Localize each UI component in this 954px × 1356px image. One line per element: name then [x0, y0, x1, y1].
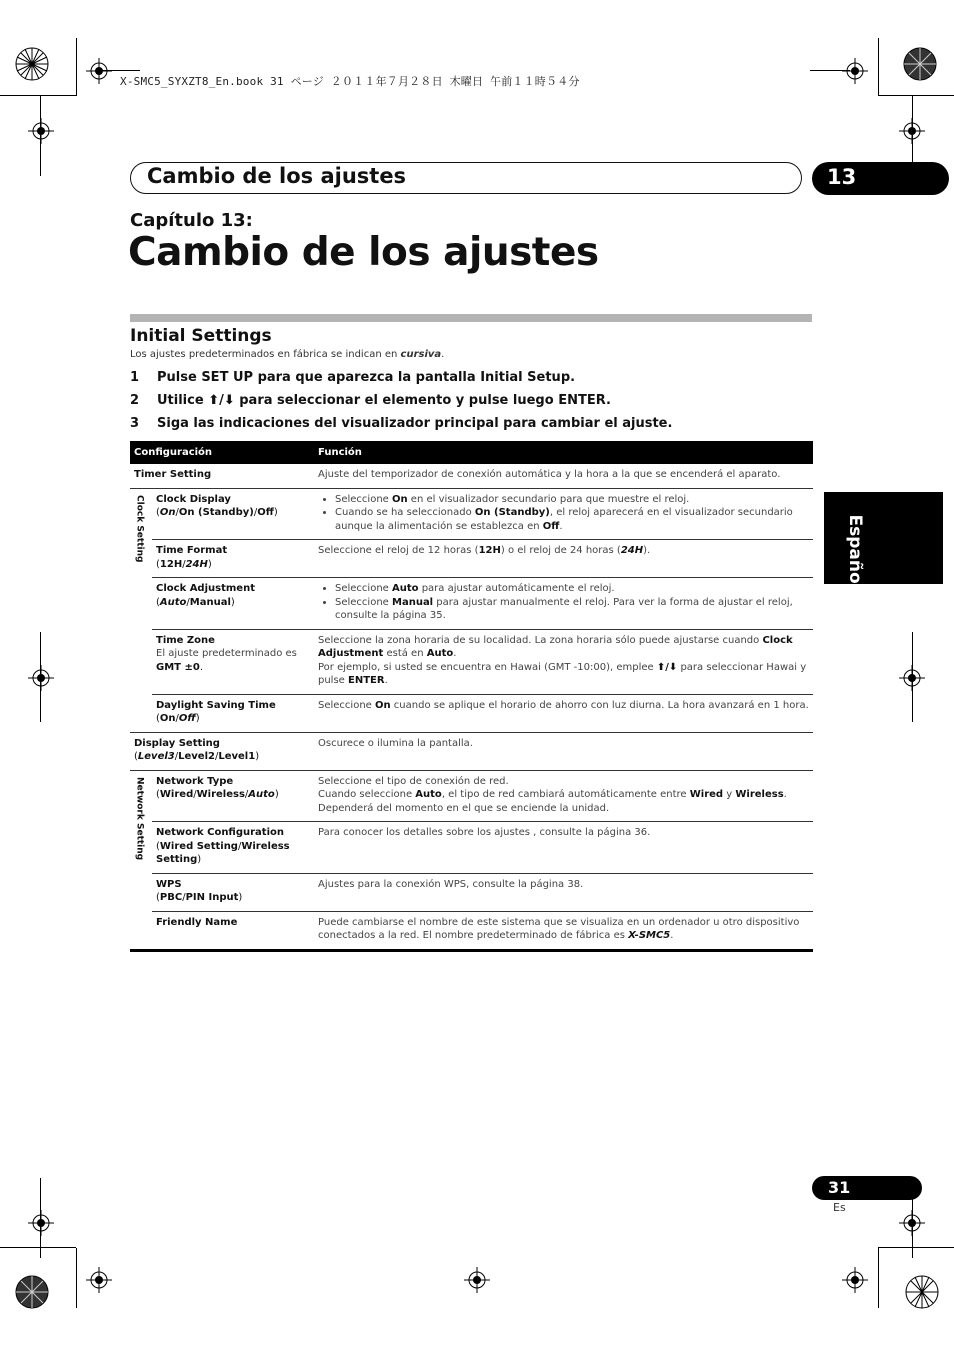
crop-line [0, 95, 76, 96]
crop-line [878, 38, 879, 96]
table-row: Display Setting (Level3/Level2/Level1) Oscurece o ilumina la pantalla. [130, 732, 813, 770]
table-row: Time Zone El ajuste predeterminado es GMT ±0. Seleccione la zona horaria de su localidad. La zona horaria sólo puede ajustarse cuando Clock Adjustment está en Auto. Por ejemplo, si usted se encuentra en Hawai (GMT -10:00), emplee ⬆/⬇ para seleccionar Hawai y pulse ENTER. [130, 629, 813, 694]
crosshair-mark [842, 1267, 868, 1293]
chapter-number: 13 [827, 165, 857, 189]
section-divider [130, 314, 812, 322]
registration-mark-top-left-circle [14, 46, 50, 82]
table-row: WPS (PBC/PIN Input) Ajustes para la conexión WPS, consulte la página 38. [130, 873, 813, 911]
crop-line [100, 70, 140, 71]
crosshair-mark [28, 118, 54, 144]
group-clock-setting [130, 488, 152, 732]
crosshair-mark [86, 1267, 112, 1293]
page-language-code: Es [833, 1201, 846, 1214]
crop-line [76, 1248, 77, 1308]
table-row: Clock Adjustment (Auto/Manual) • Seleccione Auto para ajustar automáticamente el reloj. • Seleccione Manual para ajustar manualmente el reloj. Para ver la forma de ajustar el reloj, consulte la página 35. [130, 578, 813, 630]
language-tab [824, 492, 943, 590]
crosshair-mark [28, 1210, 54, 1236]
crosshair-mark [86, 58, 112, 84]
group-label: Clock Setting [134, 494, 145, 562]
chapter-label: Capítulo 13: [130, 210, 253, 231]
table-row: Timer Setting Ajuste del temporizador de conexión automática y la hora a la que se encenderá el aparato. [130, 464, 813, 488]
table-header-row [130, 441, 813, 464]
table-row: Time Format (12H/24H) Seleccione el reloj de 12 horas (12H) o el reloj de 24 horas (24H). [130, 540, 813, 578]
language-tab-label: Español [845, 514, 865, 590]
chapter-bar-title: Cambio de los ajustes [147, 164, 407, 188]
table-row: Friendly Name Puede cambiarse el nombre de este sistema que se visualiza en un ordenador u otro dispositivo conectados a la red. El nombre predeterminado de fábrica es X-SMC5. [130, 911, 813, 950]
crop-line [878, 95, 954, 96]
crop-line [878, 1248, 879, 1308]
chapter-number-badge [812, 162, 949, 195]
crop-line [912, 632, 913, 722]
print-header: X-SMC5_SYXZT8_En.book 31 ページ ２０１１年７月２８日 木曜日 午前１１時５４分 [120, 75, 580, 88]
crop-line [40, 1178, 41, 1258]
registration-mark-top-right-circle [902, 46, 938, 82]
crosshair-mark [842, 58, 868, 84]
column-header-config: Configuración [130, 441, 314, 464]
registration-mark-bottom-left-circle [14, 1274, 50, 1310]
group-network-setting [130, 770, 152, 950]
page-number-badge [812, 1176, 922, 1200]
crop-line [0, 1247, 76, 1248]
column-header-function: Función [314, 441, 813, 464]
section-title: Initial Settings [130, 326, 272, 346]
crosshair-mark [28, 665, 54, 691]
crosshair-mark [464, 1267, 490, 1293]
group-label: Network Setting [134, 776, 145, 860]
crop-line [40, 632, 41, 722]
page-number: 31 [828, 1178, 851, 1197]
crop-line [40, 96, 41, 176]
section-note: Los ajustes predeterminados en fábrica se indican en cursiva. [130, 349, 445, 360]
table-row: Daylight Saving Time (On/Off) Seleccione On cuando se aplique el horario de ahorro con luz diurna. La hora avanzará en 1 hora. [130, 694, 813, 732]
table-row: Network Setting Network Type (Wired/Wireless/Auto) Seleccione el tipo de conexión de red. Cuando seleccione Auto, el tipo de red cambiará automáticamente entre Wired y Wireless. Dependerá del momento en el que se enciende la unidad. [130, 770, 813, 822]
table-row: Clock Setting Clock Display (On/On (Standby)/Off) • Seleccione On en el visualizador secundario para que muestre el reloj. • Cuando se ha seleccionado On (Standby), el reloj aparecerá en el visualizador secundario aunque la alimentación se establezca en Off. [130, 488, 813, 540]
crop-line [810, 70, 850, 71]
table-row: Network Configuration (Wired Setting/Wireless Setting) Para conocer los detalles sobre los ajustes , consulte la página 36. [130, 822, 813, 874]
registration-mark-bottom-right-circle [904, 1274, 940, 1310]
crop-line [878, 1247, 954, 1248]
settings-table [130, 441, 813, 952]
page-title: Cambio de los ajustes [128, 230, 599, 275]
crop-line [76, 38, 77, 96]
